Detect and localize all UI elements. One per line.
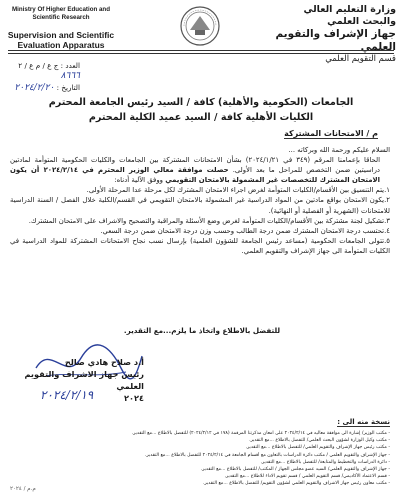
list-item: ١.يتم التنسيق بين الأقسام/الكليات المتوأمة لغرض اجراء الامتحان المشترك لكل مرحلة عدا المرحلة الأولى. [86,186,390,195]
department-name-ar: قسم التقويم العلمي [325,54,396,64]
paragraph-intro-tail: ووفق الآلية أدناه: [114,176,163,185]
letter-body [10,145,390,256]
header-divider-thin [8,53,394,54]
reference-block [10,60,80,94]
paragraph-intro-text: الحاقا بإعمامنا المرقم (٣٤٩ في ٢٠٢٤/١/٢١) بشأن الامتحانات المشتركة بين الجامعات والكليات الحكومية المتوأمة لمادتين دراسيتين ضمن التخصص للمراحل ما بعد الأولى. [10,156,381,175]
list-item: ٢.يكون الامتحان بواقع مادتين من المواد الدراسية غير المشمولة بالامتحان التقويمي في القسم/الكلية خلال الفصل / السنة الدراسية للامتحانات (الشهرية أو الفصلية أو النهائية). [10,196,390,215]
ministry-logo-icon [178,4,222,48]
signature-handwritten-date: ٢٠٢٤/٢/١٩ [40,388,94,402]
header-english [6,6,116,50]
list-item: ٥.تتولى الجامعات الحكومية (مساعد رئيس الجامعة للشؤون العلمية) بإرسال نسب نجاح الامتحانات المشتركة للمواد الدراسية في الكليات المتوأمة الى جهاز الإشراف والتقويم العلمي. [10,236,390,255]
list-item: ٣.تشكيل لجنة مشتركة بين الأقسام/الكليات المتوأمة لغرض وضع الأسئلة والمراقبة والتصحيح والاشراف على الامتحان المشترك. [28,216,390,225]
reference-number-value: ٨٦٦٦ [60,71,80,81]
list-item: ٤.تحتسب درجة الامتحان المشترك ضمن درجة الطالب وحسب وزن درجة الامتحان ضمن درجة السعي. [100,226,390,235]
greeting: السلام عليكم ورحمة الله وبركاته ... [288,146,390,154]
closing-line: للتفضل بالاطلاع واتخاذ ما يلزم...مع التقدير. [123,326,281,335]
ministry-name-en-1: Ministry Of Higher Education and [12,6,110,13]
cc-item: - جهاز الإشراف والتقويم العلمي / مكتب دائرة الدراسات بالتعاون مع أقسام الجامعة في ٢٠٢٤/٢/١٤ للتفضل بالاطلاع ...مع التقدير. [144,452,390,458]
paragraph-intro-bold: حصلت موافقة معالي الوزير المحترم في ٢٠٢٤/٢/١٤ أن يكون الامتحان المشترك للتخصصات غير المشمولة بالامتحان التقويمي [10,166,380,185]
cc-item: - مكتب رئيس جهاز الإشراف والتقويم العلمي/ للتفضل بالاطلاع ...مع التقدير. [245,445,390,451]
signatory-title: رئيس جهاز الاشراف والتقويم العلمي [24,369,144,391]
header-arabic [268,4,396,65]
cc-item: - قسم الاعتماد الأكاديمي/ قسم التقويم العلمي / قسم تقويم الاداء للاطلاع ...مع التقدير. [224,474,390,480]
paragraph-intro [10,155,390,185]
ministry-name-en-2: Scientific Research [32,14,90,21]
reference-date-label: التاريخ : [56,83,80,92]
ministry-name-ar: وزارة التعليم العالي والبحث العلمي [303,4,396,27]
subject-line: م / الامتحانات المشتركة [284,129,378,138]
apparatus-name-ar: جهاز الإشراف والتقويم العلمي [275,28,396,53]
header-divider [8,50,394,51]
apparatus-name-en-1: Supervision and Scientific [7,30,115,40]
cc-item: - دائرة الدراسات والتخطيط والمتابعة/ للتفضل بالاطلاع ...مع التقدير. [260,459,390,465]
cc-item: - جهاز الإشراف والتقويم العلمي/ السيد عضو مجلس الجهاز / المكتب/ للتفضل بالاطلاع ...مع التقدير. [200,467,390,473]
signature-year: ٢٠٢٤ [124,393,144,403]
cc-item: - مكتب الوزير/ إشارة الى موافقة معاليه في ٢٠٢٤/٢/١٤ على امعان مذكرتنا المرقمة (١٧٨ في ٢٠٢٤/٢/١٢) للتفضل بالاطلاع ...مع التقدير. [131,431,390,436]
signatory-name: أ.د صلاح هادي صالح [64,357,144,367]
apparatus-name-en-2: Evaluation Apparatus [17,40,105,50]
reference-date-value: ٢٠٢٤/٢/٢٠ [14,83,55,93]
cc-heading: نسخة منه الى : [337,418,390,426]
cc-footer: م.م / ٢٠٢٤ [10,486,36,492]
cc-item: - مكتب وكيل الوزارة لشؤون البحث العلمي/ للتفضل بالاطلاع ...مع التقدير. [249,438,390,444]
reference-number-label: العدد : ج ع / م ع / ٢ [18,61,80,70]
cc-list [10,430,390,488]
addressee-universities: الجامعات (الحكومية والأهلية) كافة / السيد رئيس الجامعة المحترم [48,97,354,108]
addressee-colleges: الكليات الأهلية كافة / السيد عميد الكلية المحترم [88,112,314,123]
cc-item: - مكتب معاون رئيس جهاز الاشراف والتقويم العلمي لشؤون التقويم/ للتفضل بالاطلاع ...مع التقدير. [202,481,390,487]
